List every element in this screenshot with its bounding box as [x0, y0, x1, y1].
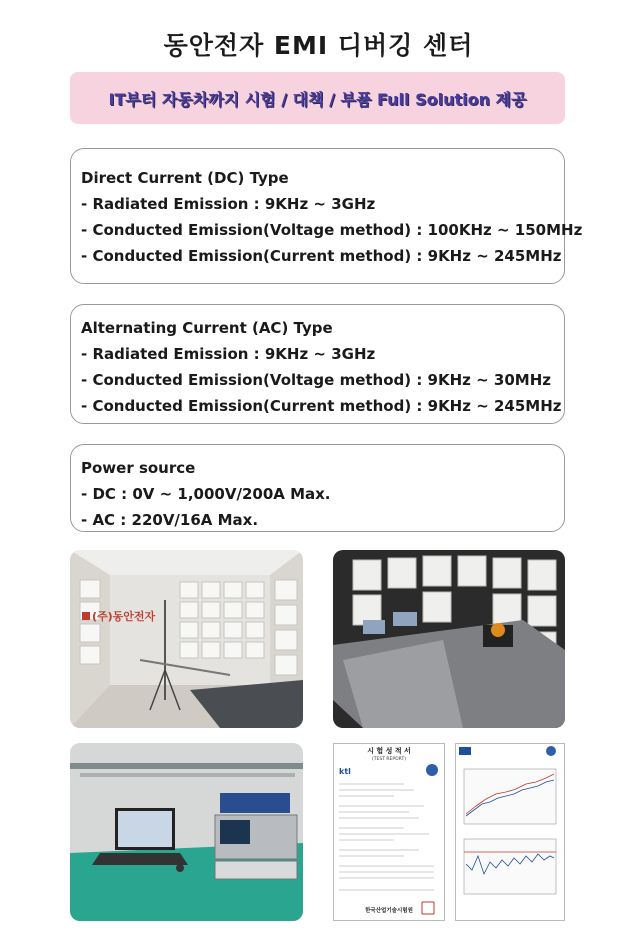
power-source-box [70, 444, 565, 532]
power-source-heading: Power source [81, 459, 196, 477]
ac-spec-line: - Conducted Emission(Current method) : 9KHz ~ 245MHz [81, 397, 562, 415]
dc-type-heading: Direct Current (DC) Type [81, 169, 289, 187]
dc-spec-line: - Radiated Emission : 9KHz ~ 3GHz [81, 195, 376, 213]
report-title: 시 험 성 적 서 [367, 747, 411, 755]
test-report-page-2 [455, 743, 565, 921]
analyzer-laptop-photo [70, 743, 303, 921]
power-spec-line: - AC : 220V/16A Max. [81, 511, 259, 529]
tagline-banner [70, 72, 565, 124]
test-table-photo [333, 550, 565, 728]
page-title: 동안전자 EMI 디버깅 센터 [163, 31, 474, 60]
chamber-antenna-photo [70, 550, 303, 728]
report-logo: ktl [339, 767, 351, 776]
power-spec-line: - DC : 0V ~ 1,000V/200A Max. [81, 485, 331, 503]
report-footer: 한국산업기술시험원 [365, 908, 413, 914]
dc-spec-line: - Conducted Emission(Current method) : 9KHz ~ 245MHz [81, 247, 562, 265]
dc-spec-line: - Conducted Emission(Voltage method) : 100KHz ~ 150MHz [81, 221, 583, 239]
report-subtitle: (TEST REPORT) [372, 757, 406, 762]
ac-type-box [70, 304, 565, 424]
chamber-sign-text: (주)동안전자 [92, 610, 156, 623]
dc-type-box [70, 148, 583, 284]
ac-type-heading: Alternating Current (AC) Type [81, 319, 333, 337]
ac-spec-line: - Conducted Emission(Voltage method) : 9KHz ~ 30MHz [81, 371, 552, 389]
ac-spec-line: - Radiated Emission : 9KHz ~ 3GHz [81, 345, 376, 363]
test-report-page-1 [333, 743, 445, 921]
tagline-text: IT부터 자동차까지 시험 / 대책 / 부품 Full Solution 제공 [108, 89, 527, 109]
